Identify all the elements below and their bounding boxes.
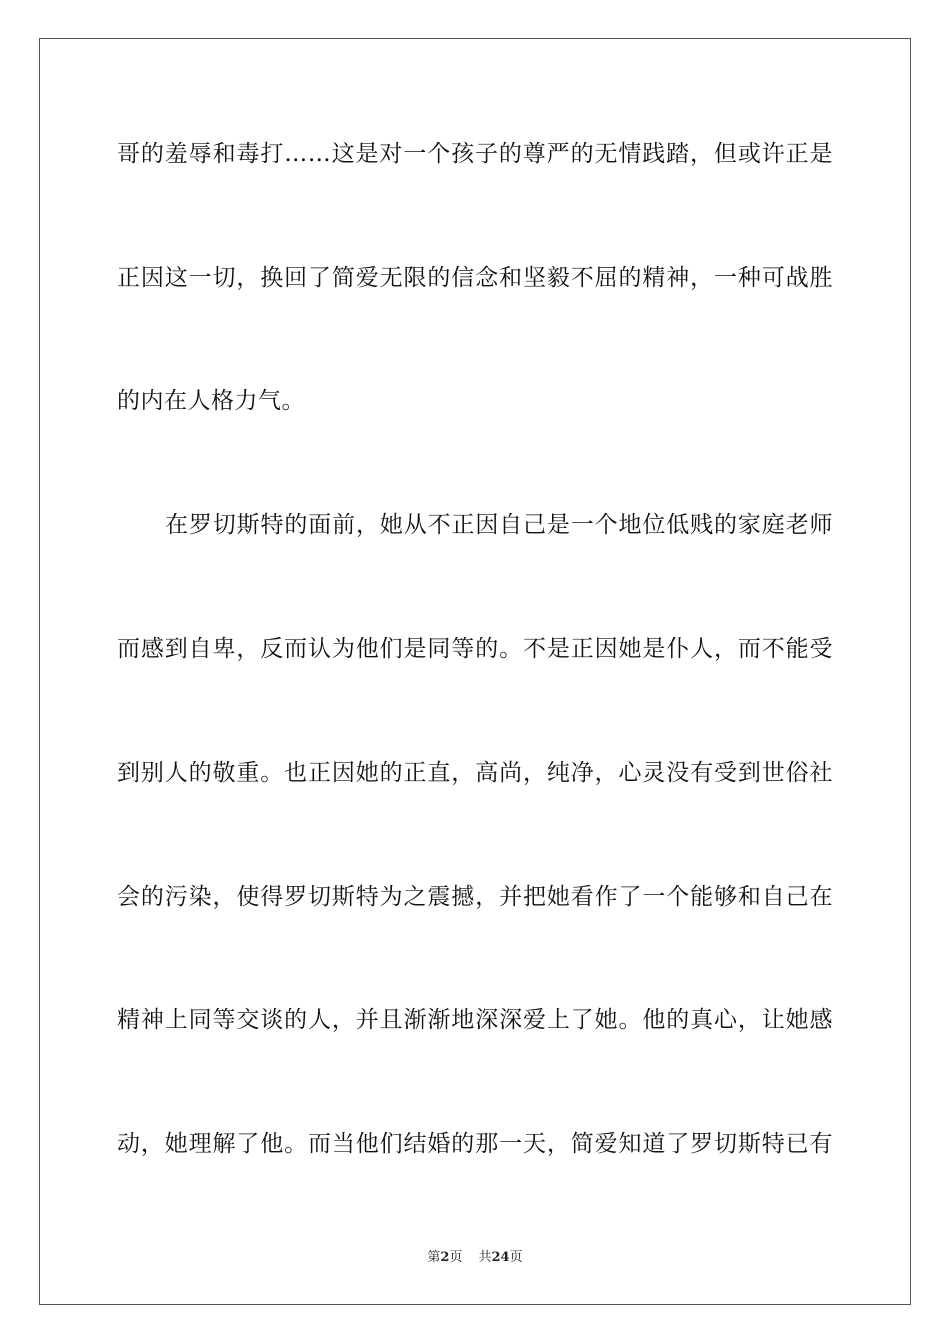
page-prefix: 第 [427,1250,441,1265]
text-line-4: 在罗切斯特的面前，她从不正因自己是一个地位低贱的家庭老师 [165,512,833,538]
text-line-3: 的内在人格力气。 [117,388,305,414]
total-suffix: 页 [509,1250,523,1265]
page-suffix: 页 [449,1250,463,1265]
total-pages: 24 [491,1250,510,1265]
text-line-8: 精神上同等交谈的人，并且渐渐地深深爱上了她。他的真心，让她感 [117,1007,833,1033]
total-prefix: 共 [478,1250,492,1265]
text-line-2: 正因这一切，换回了简爱无限的信念和坚毅不屈的精神，一种可战胜 [117,265,833,291]
page-number: 2 [440,1250,450,1265]
text-line-5: 而感到自卑，反而认为他们是同等的。不是正因她是仆人，而不能受 [117,636,833,662]
page-border [39,38,911,1305]
text-line-1: 哥的羞辱和毒打……这是对一个孩子的尊严的无情践踏，但或许正是 [117,141,833,167]
text-line-9: 动，她理解了他。而当他们结婚的那一天，简爱知道了罗切斯特已有 [117,1131,833,1157]
page-footer [0,1250,950,1266]
text-line-7: 会的污染，使得罗切斯特为之震撼，并把她看作了一个能够和自己在 [117,884,833,910]
text-line-6: 到别人的敬重。也正因她的正直，高尚，纯净，心灵没有受到世俗社 [117,760,833,786]
